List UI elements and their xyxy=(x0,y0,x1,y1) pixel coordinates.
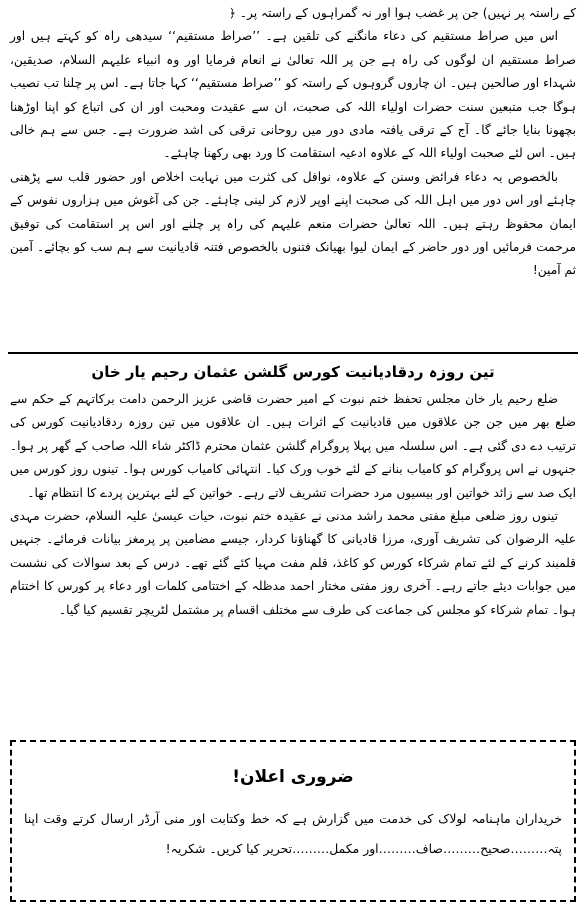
section-divider xyxy=(8,352,578,354)
announcement-heading: ضروری اعلان! xyxy=(232,767,354,787)
announcement-box xyxy=(10,740,576,902)
previous-article-ending xyxy=(10,2,576,283)
paragraph: تینوں روز ضلعی مبلغ مفتی محمد راشد مدنی نے عقیدہ ختم نبوت، حیات عیسیٰ علیہ السلام، حضرت مہدی علیہ الرضوان کی تشریف آوری، مرزا قادیانی کا گھناؤنا کردار، جیسے مضامین پر پرمغز بیانات فرمائے۔ جنہیں قلمبند کرنے کے لئے تمام شرکاء کورس کو کاغذ، قلم مفت مہیا کئے گئے تھے۔ درس کے بعد سوالات کی نشست میں جوابات دیئے جاتے رہے۔ آخری روز مفتی مختار احمد مدظلہ کے اختتامی کلمات اور دعاء پر کورس کا اختتام ہوا۔ تمام شرکاء کو مجلس کی جماعت کی طرف سے مختلف اقسام پر مشتمل لٹریچر تقسیم کیا گیا۔ xyxy=(10,509,576,617)
paragraph: اس میں صراط مستقیم کی دعاء مانگنے کی تلقین ہے۔ ’’صراط مستقیم‘‘ سیدھی راہ کو کہتے ہیں اور صراط مستقیم ان لوگوں کی راہ ہے جن پر اللہ تعالیٰ نے انعام فرمایا اور وہ انبیاء علیہم السلام، صدیقین، شہداء اور صالحین ہیں۔ ان چاروں گروہوں کے راستہ کو ’’صراط مستقیم‘‘ کہا جاتا ہے۔ اس پر چلنا تب نصیب ہوگا جب متبعین سنت حضرات اولیاء اللہ کی صحبت، ان سے عقیدت ومحبت اور ان کی اتباع کو اپنا اوڑھنا بچھونا بنایا جائے گا۔ آج کے ترقی یافتہ مادی دور میں روحانی ترقی کی اشد ضرورت ہے۔ جس سے ہم خالی ہیں۔ اس لئے صحبت اولیاء اللہ کے علاوہ ادعیہ استقامت کا ورد بھی رکھنا چاہئے۔ xyxy=(10,29,576,161)
announcement-text: خریداران ماہنامہ لولاک کی خدمت میں گزارش ہے کہ خط وکتابت اور منی آرڈر ارسال کرتے وقت اپنا پتہ………صحیح………صاف………اور مکمل………تحریر کیا کریں۔ شکریہ! xyxy=(24,811,562,856)
article-title: تین روزہ ردقادیانیت کورس گلشن عثمان رحیم یار خان xyxy=(91,363,495,381)
article-body xyxy=(10,388,576,622)
paragraph: بالخصوص یہ دعاء فرائض وسنن کے علاوہ، نوافل کی کثرت میں نہایت اخلاص اور حضور قلب سے پڑھنی چاہئے اور اس دور میں اہل اللہ کی صحبت اپنے اوپر لازم کر لینی چاہئے۔ جن کی آغوش میں ہزاروں نفوس کے ایمان محفوظ رہتے ہیں۔ اللہ تعالیٰ حضرات منعم علیہم کی راہ پر چلنے اور اس پر استقامت کی توفیق مرحمت فرمائیں اور دور حاضر کے ایمان لیوا بھیانک فتنوں بالخصوص فتنہ قادیانیت سے ہم سب کو بچائے۔ آمین ثم آمین! xyxy=(10,169,576,278)
paragraph: ضلع رحیم یار خان مجلس تحفظ ختم نبوت کے امیر حضرت قاضی عزیز الرحمن دامت برکاتہم کے حکم سے ضلع بھر میں جن جن علاقوں میں قادیانیت کے اثرات ہیں۔ ان علاقوں میں تین روزہ ردقادیانیت کورس کی ترتیب دے دی گئی ہے۔ اس سلسلہ میں پہلا پروگرام گلشن عثمان محترم ڈاکٹر شاء اللہ صاحب کے گھر پر ہوا۔ جنہوں نے اس پروگرام کو کامیاب بنانے کے لئے خوب ورک کیا۔ انتہائی کامیاب کورس ہوا۔ تینوں روز کورس میں ایک صد سے زائد خواتین اور بیسیوں مرد حضرات تشریف لاتے رہے۔ خواتین کے لئے بہترین پردے کا انتظام تھا۔ xyxy=(10,392,576,500)
paragraph: کے راستہ پر نہیں) جن پر غضب ہوا اور نہ گمراہوں کے راستہ پر۔ ﴿ xyxy=(228,6,576,20)
